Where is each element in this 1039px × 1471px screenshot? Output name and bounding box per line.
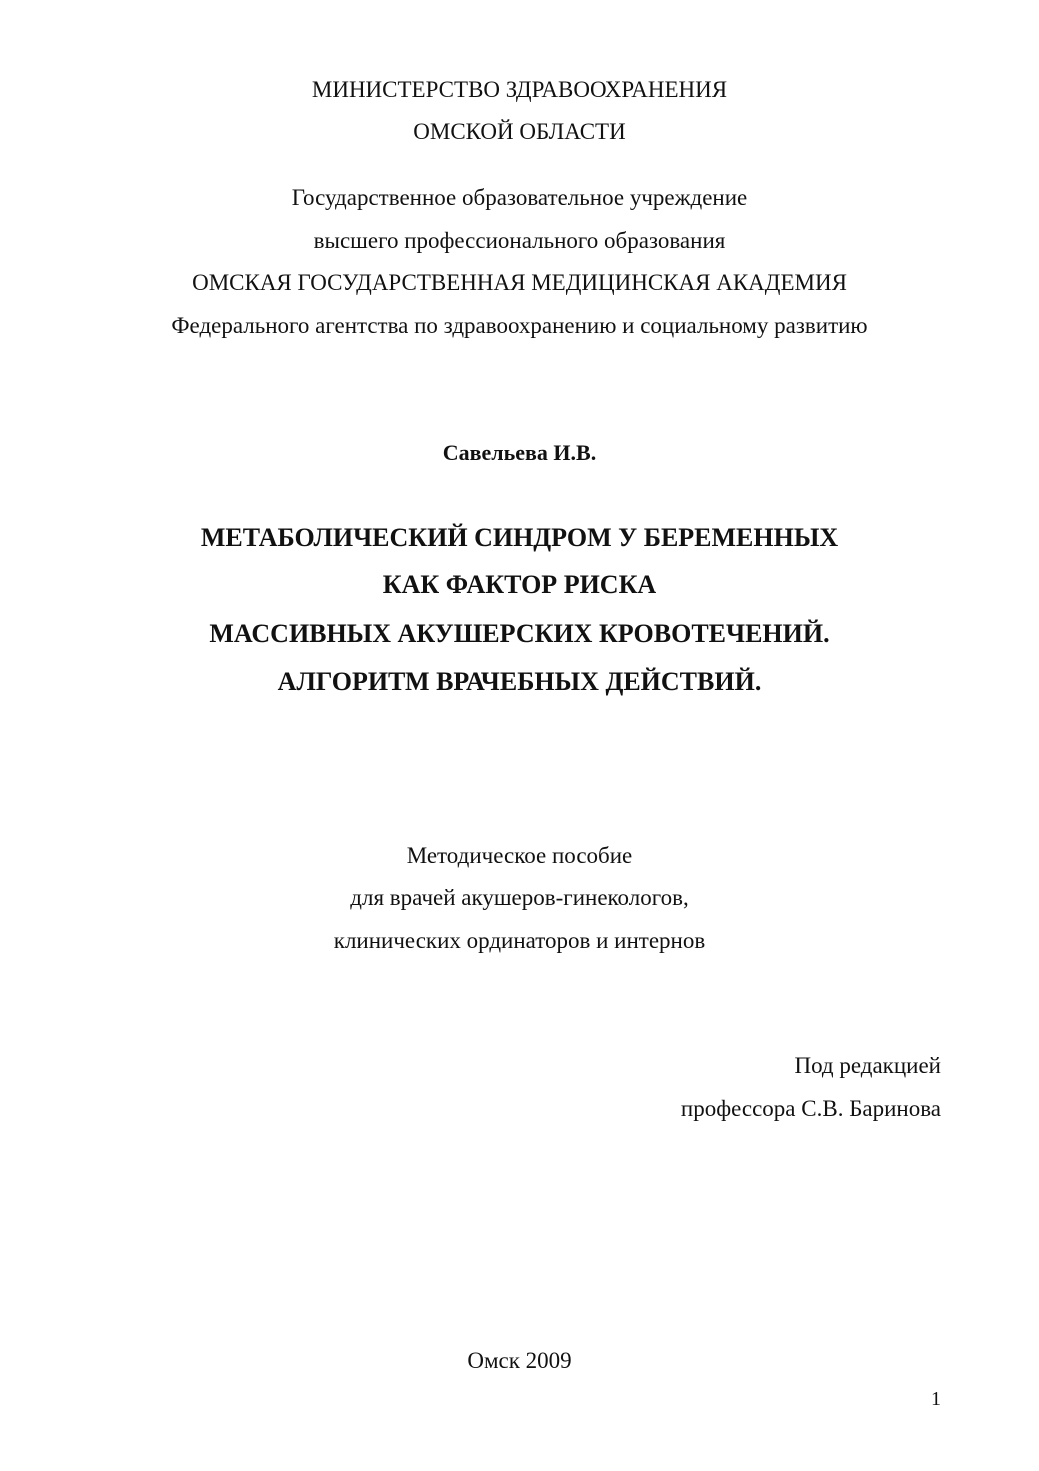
institution-line-3: ОМСКАЯ ГОСУДАРСТВЕННАЯ МЕДИЦИНСКАЯ АКАДЕМИЯ <box>192 270 847 295</box>
description-line-3: клинических ординаторов и интернов <box>333 928 706 953</box>
description-line-1: Методическое пособие <box>406 843 633 868</box>
institution-line-4: Федерального агентства по здравоохранению и социальному развитию <box>171 313 868 338</box>
institution-line-2: высшего профессионального образования <box>313 228 726 253</box>
ministry-line-2: ОМСКОЙ ОБЛАСТИ <box>413 119 626 144</box>
title-line-4: АЛГОРИТМ ВРАЧЕБНЫХ ДЕЙСТВИЙ. <box>277 667 762 696</box>
title-line-3: МАССИВНЫХ АКУШЕРСКИХ КРОВОТЕЧЕНИЙ. <box>209 619 830 648</box>
city-year: Омск 2009 <box>467 1348 572 1373</box>
title-line-2: КАК ФАКТОР РИСКА <box>382 570 657 599</box>
author-name: Савельева И.В. <box>442 440 597 465</box>
title-line-1: МЕТАБОЛИЧЕСКИЙ СИНДРОМ У БЕРЕМЕННЫХ <box>200 523 839 552</box>
editor-line-1: Под редакцией <box>794 1053 941 1078</box>
page-number: 1 <box>931 1388 941 1410</box>
description-line-2: для врачей акушеров-гинекологов, <box>350 885 689 910</box>
editor-line-2: профессора С.В. Баринова <box>680 1096 941 1121</box>
ministry-line-1: МИНИСТЕРСТВО ЗДРАВООХРАНЕНИЯ <box>311 77 728 102</box>
institution-line-1: Государственное образовательное учреждение <box>291 185 748 210</box>
